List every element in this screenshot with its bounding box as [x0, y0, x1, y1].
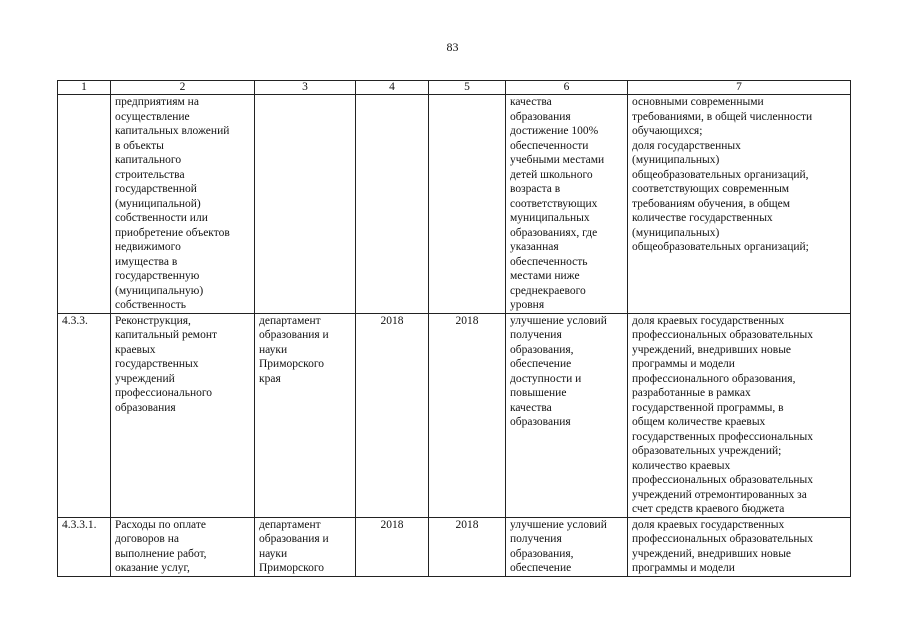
start-year-cell: 2018 [356, 517, 429, 576]
cell-text-line: профессионального образования, [632, 372, 796, 385]
cell-text-line: государственных профессиональных [632, 430, 813, 443]
cell-text-line: Реконструкция, [115, 314, 191, 327]
cell-text-line: науки [259, 343, 288, 356]
cell-text-line: профессиональных образовательных [632, 474, 813, 486]
cell-text-line: улучшение условий [510, 314, 607, 327]
expected-result-cell [506, 313, 628, 517]
column-header-6: 6 [506, 81, 628, 95]
cell-text-line: договоров на [115, 533, 179, 545]
cell-text-line: повышение [510, 387, 567, 399]
program-measures-table [57, 80, 851, 577]
cell-text-line: обеспеченность [510, 255, 588, 268]
cell-text-line: образования [115, 401, 176, 414]
measure-number-cell: 4.3.3. [58, 313, 111, 517]
cell-text-line: недвижимого [115, 241, 181, 253]
cell-text-line: возраста в [510, 183, 561, 195]
cell-text-line: образования и [259, 533, 329, 545]
cell-text-line: счет средств краевого бюджета [632, 503, 785, 515]
cell-text-line: детей школьного [510, 168, 593, 181]
cell-text-line: получения [510, 533, 562, 545]
cell-text-line: соответствующих современным [632, 183, 790, 195]
cell-text-line: уровня [510, 299, 545, 311]
cell-text-line: учреждений отремонтированных за [632, 488, 807, 501]
cell-text-line: профессиональных образовательных [632, 533, 813, 545]
cell-text-line: учебными местами [510, 154, 605, 166]
cell-text-line: Приморского [259, 358, 325, 370]
cell-text-line: краевых [115, 343, 156, 356]
cell-text-line: общеобразовательных организаций; [632, 241, 809, 253]
indicator-cell [628, 95, 851, 314]
indicator-cell [628, 313, 851, 517]
cell-text-line: муниципальных [510, 212, 590, 224]
cell-text-line: соответствующих [510, 197, 598, 210]
cell-text-line: выполнение работ, [115, 547, 207, 560]
cell-text-line: профессионального [115, 387, 213, 399]
cell-text-line: образования и [259, 329, 329, 341]
cell-text-line: обеспечение [510, 358, 572, 370]
cell-text-line: (муниципальную) [115, 284, 204, 297]
expected-result-cell [506, 517, 628, 576]
end-year-cell: 2018 [429, 517, 506, 576]
column-header-3: 3 [255, 81, 356, 95]
cell-text-line: требованиями, в общей численности [632, 110, 813, 123]
cell-text-line: общеобразовательных организаций, [632, 168, 809, 181]
cell-text-line: Приморского [259, 562, 325, 574]
cell-text-line: учреждений [115, 372, 175, 385]
page-number: 83 [446, 40, 459, 54]
cell-text-line: доля краевых государственных [632, 314, 785, 327]
cell-text-line: (муниципальных) [632, 154, 720, 166]
measure-number-cell [58, 95, 111, 314]
cell-text-line: качества [510, 401, 552, 414]
cell-text-line: капитального [115, 154, 182, 166]
cell-text-line: государственных [115, 358, 199, 370]
cell-text-line: края [259, 372, 281, 385]
cell-text-line: капитальных вложений [115, 125, 230, 137]
cell-text-line: учреждений, внедривших новые [632, 343, 792, 356]
cell-text-line: программы и модели [632, 562, 735, 574]
column-header-1: 1 [58, 81, 111, 95]
cell-text-line: общем количестве краевых [632, 416, 766, 428]
cell-text-line: доступности и [510, 372, 582, 385]
cell-text-line: среднекраевого [510, 284, 586, 297]
cell-text-line: государственной [115, 183, 197, 195]
cell-text-line: получения [510, 329, 562, 341]
cell-text-line: департамент [259, 518, 321, 531]
cell-text-line: основными современными [632, 96, 764, 108]
cell-text-line: достижение 100% [510, 125, 599, 137]
cell-text-line: приобретение объектов [115, 226, 230, 239]
cell-text-line: образования, [510, 547, 574, 560]
indicator-cell [628, 517, 851, 576]
end-year-cell: 2018 [429, 313, 506, 517]
cell-text-line: государственной программы, в [632, 401, 784, 414]
cell-text-line: образования [510, 416, 571, 428]
cell-text-line: доля государственных [632, 139, 741, 152]
cell-text-line: улучшение условий [510, 518, 607, 531]
column-number-header-row [58, 81, 851, 95]
cell-text-line: в объекты [115, 139, 164, 152]
cell-text-line: строительства [115, 168, 185, 181]
cell-text-line: имущества в [115, 255, 178, 268]
table-row [58, 517, 851, 576]
column-header-5: 5 [429, 81, 506, 95]
cell-text-line: (муниципальных) [632, 226, 720, 239]
cell-text-line: разработанные в рамках [632, 387, 751, 399]
measure-number-cell: 4.3.3.1. [58, 517, 111, 576]
column-header-7: 7 [628, 81, 851, 95]
cell-text-line: обеспечение [510, 562, 572, 574]
cell-text-line: оказание услуг, [115, 562, 190, 574]
cell-text-line: программы и модели [632, 358, 735, 370]
measure-name-cell [111, 313, 255, 517]
end-year-cell [429, 95, 506, 314]
executor-cell [255, 95, 356, 314]
measure-name-cell [111, 517, 255, 576]
cell-text-line: доля краевых государственных [632, 518, 785, 531]
cell-text-line: Расходы по оплате [115, 518, 206, 531]
cell-text-line: образования, [510, 343, 574, 356]
cell-text-line: осуществление [115, 110, 190, 123]
cell-text-line: количестве государственных [632, 212, 773, 224]
cell-text-line: государственную [115, 270, 200, 282]
cell-text-line: количество краевых [632, 459, 731, 472]
cell-text-line: собственность [115, 299, 187, 311]
cell-text-line: местами ниже [510, 270, 580, 282]
executor-cell [255, 517, 356, 576]
start-year-cell [356, 95, 429, 314]
cell-text-line: требованиям обучения, в общем [632, 197, 791, 210]
cell-text-line: учреждений, внедривших новые [632, 547, 792, 560]
column-header-4: 4 [356, 81, 429, 95]
cell-text-line: департамент [259, 314, 321, 327]
executor-cell [255, 313, 356, 517]
start-year-cell: 2018 [356, 313, 429, 517]
table-row [58, 313, 851, 517]
table-body [58, 95, 851, 577]
cell-text-line: обеспеченности [510, 139, 589, 152]
cell-text-line: образовательных учреждений; [632, 445, 782, 457]
cell-text-line: капитальный ремонт [115, 329, 218, 341]
cell-text-line: собственности или [115, 212, 208, 224]
cell-text-line: (муниципальной) [115, 197, 201, 210]
cell-text-line: профессиональных образовательных [632, 329, 813, 341]
cell-text-line: образования [510, 110, 571, 123]
cell-text-line: предприятиям на [115, 96, 199, 108]
cell-text-line: качества [510, 96, 552, 108]
expected-result-cell [506, 95, 628, 314]
table-row [58, 95, 851, 314]
column-header-2: 2 [111, 81, 255, 95]
cell-text-line: образованиях, где [510, 226, 598, 239]
cell-text-line: науки [259, 547, 288, 560]
cell-text-line: указанная [510, 241, 559, 253]
measure-name-cell [111, 95, 255, 314]
cell-text-line: обучающихся; [632, 125, 703, 137]
